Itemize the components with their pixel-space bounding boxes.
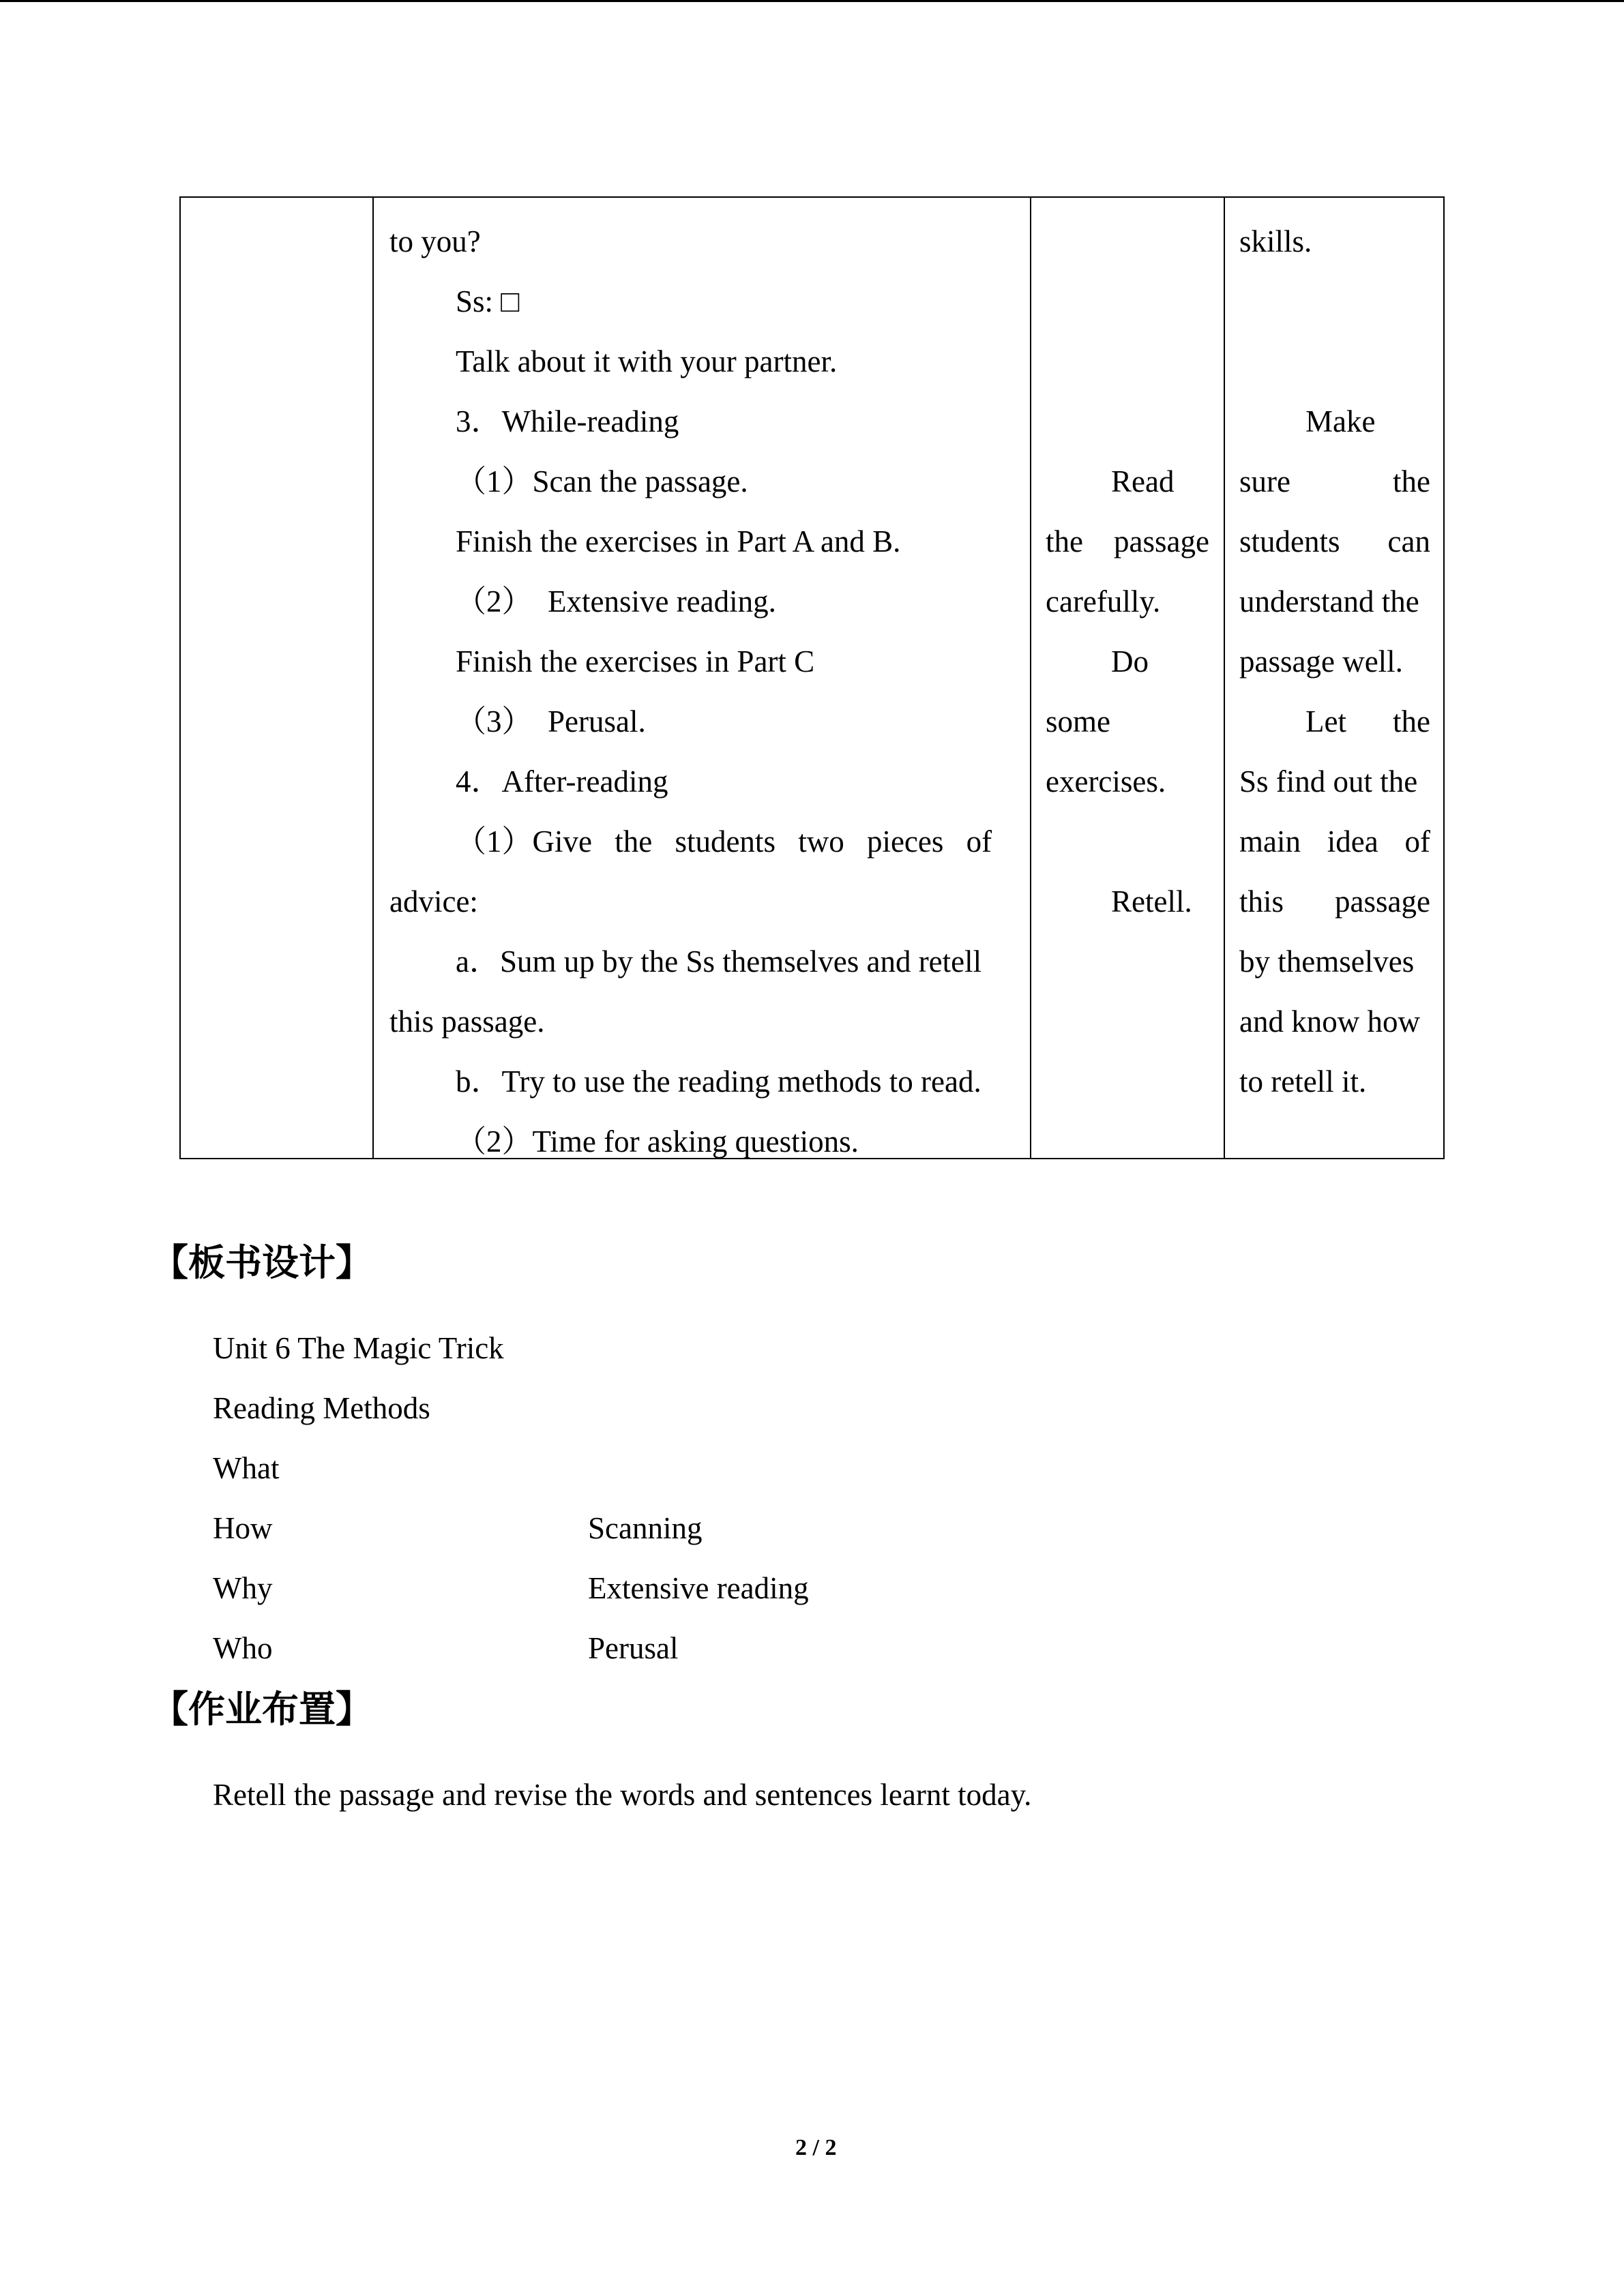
- activity-line: [1046, 526, 1209, 557]
- board-line: Reading Methods: [213, 1391, 430, 1425]
- procedure-line: advice:: [389, 884, 478, 919]
- homework-heading: 【作业布置】: [151, 1688, 372, 1731]
- board-line: Who: [213, 1631, 273, 1665]
- column-divider: [372, 198, 374, 1158]
- activity-line: Read: [1111, 464, 1175, 498]
- board-line: Unit 6 The Magic Trick: [213, 1331, 504, 1365]
- activity-line: carefully.: [1046, 584, 1161, 618]
- purpose-word: main: [1239, 824, 1301, 859]
- procedure-line: 4．After-reading: [456, 764, 668, 799]
- purpose-line: [1239, 526, 1430, 557]
- purpose-line: Make: [1305, 404, 1376, 438]
- purpose-word: Let: [1305, 704, 1346, 739]
- purpose-word: idea: [1327, 824, 1378, 859]
- board-line: What: [213, 1451, 280, 1485]
- procedure-line: b．Try to use the reading methods to read.: [456, 1064, 981, 1099]
- purpose-line: and know how: [1239, 1004, 1420, 1039]
- reading-method: Extensive reading: [588, 1571, 809, 1605]
- purpose-line: [1239, 826, 1430, 857]
- procedure-line: to you?: [389, 224, 481, 258]
- procedure-line: Finish the exercises in Part A and B.: [456, 524, 901, 558]
- activity-line: Retell.: [1111, 884, 1192, 919]
- purpose-word: the: [1393, 464, 1430, 498]
- purpose-word: this: [1239, 884, 1284, 919]
- board-line: How: [213, 1511, 273, 1545]
- procedure-line: Ss: □: [456, 284, 520, 318]
- activity-line: some: [1046, 704, 1110, 739]
- purpose-line: [1239, 886, 1430, 917]
- purpose-word: of: [1404, 824, 1430, 859]
- procedure-line: Finish the exercises in Part C: [456, 644, 815, 679]
- purpose-line: understand the: [1239, 584, 1419, 618]
- purpose-word: can: [1387, 524, 1430, 558]
- procedure-line: this passage.: [389, 1004, 545, 1039]
- column-divider: [1224, 198, 1225, 1158]
- activity-word: passage: [1114, 524, 1209, 558]
- purpose-word: passage: [1335, 884, 1430, 919]
- top-border-rule: [0, 0, 1624, 2]
- purpose-line: skills.: [1239, 224, 1312, 258]
- page-number: 2 / 2: [795, 2135, 837, 2160]
- procedure-line: （3） Perusal.: [456, 704, 646, 739]
- column-divider: [1030, 198, 1031, 1158]
- purpose-word: sure: [1239, 464, 1290, 498]
- reading-method: Scanning: [588, 1511, 703, 1545]
- reading-method: Perusal: [588, 1631, 679, 1665]
- procedure-line: （1）Give the students two pieces of: [456, 824, 992, 859]
- purpose-line: to retell it.: [1239, 1064, 1367, 1099]
- board-line: Why: [213, 1571, 273, 1605]
- activity-word: the: [1046, 524, 1083, 558]
- procedure-line: （2）Time for asking questions.: [456, 1124, 859, 1159]
- activity-line: exercises.: [1046, 764, 1166, 799]
- procedure-line: （2） Extensive reading.: [456, 584, 776, 618]
- lesson-table: [179, 196, 1445, 1159]
- purpose-line: [1305, 706, 1430, 737]
- activity-line: Do: [1111, 644, 1149, 679]
- purpose-line: passage well.: [1239, 644, 1403, 679]
- procedure-line: （1）Scan the passage.: [456, 464, 748, 498]
- purpose-word: the: [1393, 704, 1430, 739]
- purpose-line: Ss find out the: [1239, 764, 1418, 799]
- homework-text: Retell the passage and revise the words and sentences learnt today.: [213, 1778, 1032, 1812]
- board-design-heading: 【板书设计】: [151, 1241, 372, 1284]
- purpose-line: by themselves: [1239, 944, 1415, 979]
- procedure-line: a．Sum up by the Ss themselves and retell: [456, 944, 982, 979]
- procedure-line: Talk about it with your partner.: [456, 344, 838, 378]
- purpose-line: [1239, 466, 1430, 497]
- purpose-word: students: [1239, 524, 1340, 558]
- procedure-line: 3．While-reading: [456, 404, 679, 438]
